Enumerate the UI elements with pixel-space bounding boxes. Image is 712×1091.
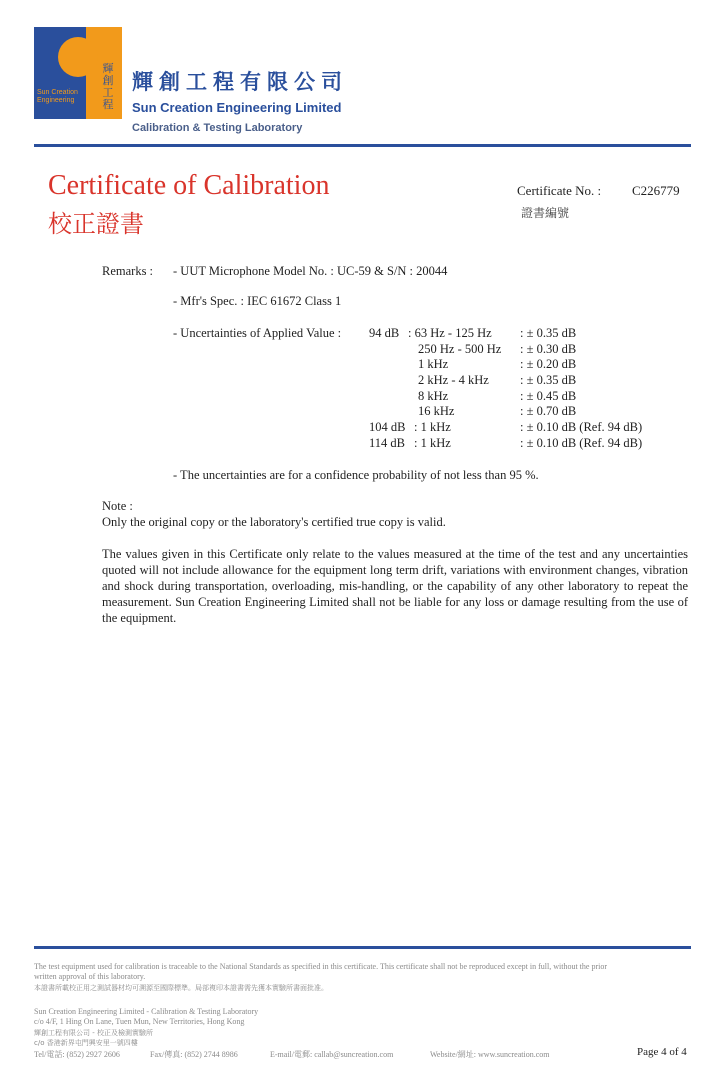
footer-traceability-cont: written approval of this laboratory.	[34, 972, 146, 981]
page-number: Page 4 of 4	[637, 1046, 687, 1058]
note-disclaimer: The values given in this Certificate only relate to the values measured at the time of the test and any uncertainties quoted will not include allowance for the equipment long term drift, variations with environment changes, vibration and shock during transportation, overloading, mis-handling, or the capability of any other laboratory to repeat the measurement. Sun Creation Engineering Limited shall not be liable for any loss or damage resulting from the use of the equipment.	[102, 547, 688, 625]
uncertainty-value: : ± 0.10 dB (Ref. 94 dB)	[520, 435, 643, 450]
remarks-label: Remarks :	[102, 264, 154, 278]
uncertainty-frequency: 1 kHz	[418, 357, 449, 372]
certificate-number-label-cn: 證書編號	[521, 206, 570, 220]
uncertainty-frequency: : 1 kHz	[414, 435, 451, 450]
remark-uut: - UUT Microphone Model No. : UC-59 & S/N : 20044	[173, 264, 448, 278]
logo-text-en: Sun Creation Engineering	[37, 89, 78, 104]
certificate-title-cn: 校正證書	[48, 210, 144, 238]
uncertainty-level: 94 dB	[369, 326, 400, 340]
company-name-en: Sun Creation Engineering Limited	[132, 100, 342, 115]
uncertainty-frequency: 2 kHz - 4 kHz	[418, 373, 489, 388]
footer-tel: Tel/電話: (852) 2927 2606	[34, 1050, 120, 1059]
logo-text-cn: 輝創工程	[102, 62, 114, 111]
lab-name: Calibration & Testing Laboratory	[132, 122, 303, 134]
uncertainty-frequency: 16 kHz	[418, 404, 455, 419]
uncertainty-value: : ± 0.30 dB	[520, 341, 577, 356]
remark-spec: - Mfr's Spec. : IEC 61672 Class 1	[173, 294, 342, 308]
footer-address-en-2: c/o 4/F, 1 Hing On Lane, Tuen Mun, New Territories, Hong Kong	[34, 1017, 245, 1026]
note-validity: Only the original copy or the laboratory's certified true copy is valid.	[102, 515, 446, 529]
certificate-title-en: Certificate of Calibration	[48, 170, 330, 201]
logo-sun-circle	[58, 37, 98, 77]
uncertainty-value: : ± 0.20 dB	[520, 357, 577, 372]
footer-divider	[34, 946, 691, 949]
footer-traceability-cn: 本證書所載校正用之測試器材均可溯源至國際標準。局部複印本證書需先獲本實驗所書面批准。	[34, 984, 328, 992]
footer-address-cn: 輝創工程有限公司 - 校正及檢測實驗所	[34, 1029, 153, 1037]
uncertainty-value: : ± 0.45 dB	[520, 388, 577, 403]
footer-fax: Fax/傳真: (852) 2744 8986	[150, 1050, 238, 1059]
uncertainty-level: 104 dB	[369, 420, 406, 435]
uncertainty-frequency: : 63 Hz - 125 Hz	[408, 326, 492, 340]
footer-address-en: Sun Creation Engineering Limited - Calibration & Testing Laboratory	[34, 1007, 259, 1016]
note-label: Note :	[102, 499, 133, 513]
uncertainty-level: 114 dB	[369, 435, 405, 450]
remark-uncertainties-label: - Uncertainties of Applied Value :	[173, 326, 342, 340]
footer-address-cn-2: c/o 香港新界屯門興安里一號四樓	[34, 1039, 138, 1047]
certificate-number-label: Certificate No. :	[517, 183, 602, 198]
uncertainty-value: : ± 0.70 dB	[520, 404, 577, 419]
uncertainty-value: : ± 0.35 dB	[520, 373, 577, 388]
footer-email: E-mail/電郵: callab@suncreation.com	[270, 1050, 394, 1059]
header-divider	[34, 144, 691, 147]
uncertainty-frequency: 8 kHz	[418, 388, 449, 403]
footer-traceability: The test equipment used for calibration is traceable to the National Standards as specified in this certificate. This certificate shall not be reproduced except in full, without the prior	[34, 962, 607, 971]
company-logo	[34, 27, 122, 119]
uncertainty-value: : ± 0.10 dB (Ref. 94 dB)	[520, 420, 643, 435]
company-name-cn: 輝創工程有限公司	[132, 70, 348, 94]
uncertainty-frequency: : 1 kHz	[414, 420, 451, 435]
uncertainty-value: : ± 0.35 dB	[520, 326, 577, 340]
footer-website: Website/網址: www.suncreation.com	[430, 1050, 550, 1059]
uncertainty-frequency: 250 Hz - 500 Hz	[418, 341, 502, 356]
certificate-number: C226779	[632, 183, 680, 198]
remark-confidence: - The uncertainties are for a confidence probability of not less than 95 %.	[173, 468, 539, 482]
